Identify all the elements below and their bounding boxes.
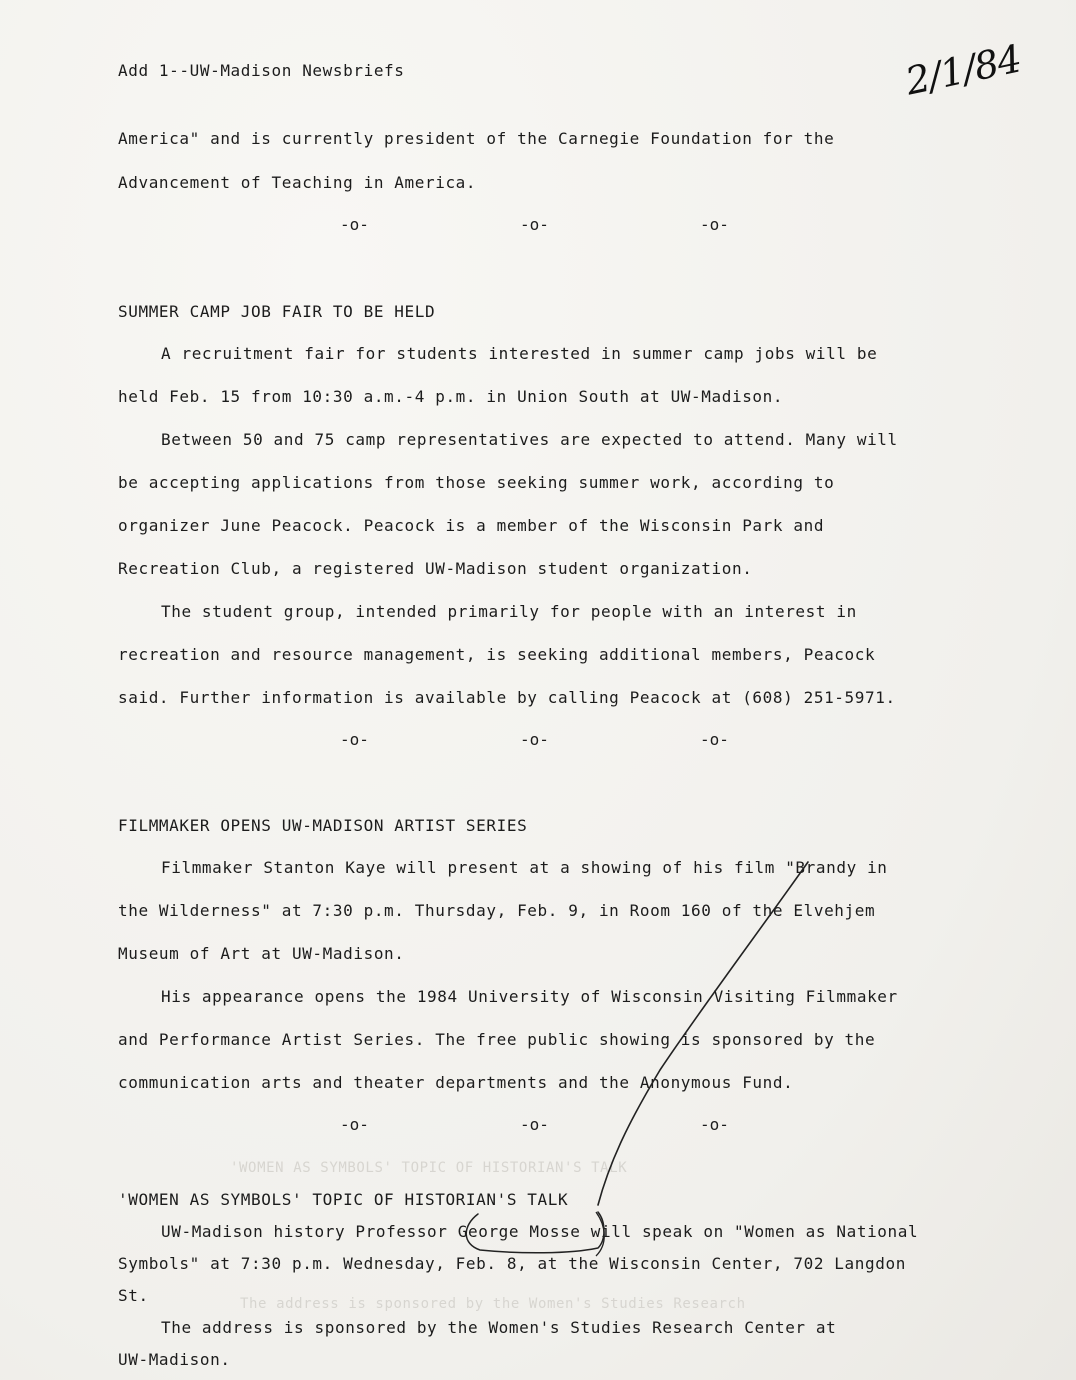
body-line: Symbols" at 7:30 p.m. Wednesday, Feb. 8, at the Wisconsin Center, 702 Langdon xyxy=(118,1254,906,1273)
separator: -o- xyxy=(700,215,729,234)
separator: -o- xyxy=(340,730,369,749)
section-heading: SUMMER CAMP JOB FAIR TO BE HELD xyxy=(118,302,436,321)
separator: -o- xyxy=(340,215,369,234)
body-line: Filmmaker Stanton Kaye will present at a showing of his film "Brandy in xyxy=(161,858,888,877)
body-line: Between 50 and 75 camp representatives are expected to attend. Many will xyxy=(161,430,898,449)
body-line: The address is sponsored by the Women's Studies Research Center at xyxy=(161,1318,837,1337)
handwritten-date: 2/1/84 xyxy=(901,36,1025,104)
separator: -o- xyxy=(700,1115,729,1134)
separator: -o- xyxy=(340,1115,369,1134)
body-line: said. Further information is available by calling Peacock at (608) 251-5971. xyxy=(118,688,896,707)
bleed-through-text: The address is sponsored by the Women's Studies Research xyxy=(240,1296,746,1312)
body-line: UW-Madison history Professor George Mosse will speak on "Women as National xyxy=(161,1222,919,1241)
body-line: A recruitment fair for students interested in summer camp jobs will be xyxy=(161,344,878,363)
body-line: St. xyxy=(118,1286,149,1305)
section-heading: FILMMAKER OPENS UW-MADISON ARTIST SERIES xyxy=(118,816,528,835)
body-line: Recreation Club, a registered UW-Madison student organization. xyxy=(118,559,753,578)
section-heading: 'WOMEN AS SYMBOLS' TOPIC OF HISTORIAN'S TALK xyxy=(118,1190,569,1209)
body-line: Museum of Art at UW-Madison. xyxy=(118,944,405,963)
body-line: His appearance opens the 1984 University of Wisconsin Visiting Filmmaker xyxy=(161,987,898,1006)
separator: -o- xyxy=(520,730,549,749)
body-line: recreation and resource management, is seeking additional members, Peacock xyxy=(118,645,876,664)
separator: -o- xyxy=(520,215,549,234)
intro-line: Advancement of Teaching in America. xyxy=(118,173,477,192)
separator: -o- xyxy=(520,1115,549,1134)
body-line: held Feb. 15 from 10:30 a.m.-4 p.m. in Union South at UW-Madison. xyxy=(118,387,784,406)
body-line: The student group, intended primarily for people with an interest in xyxy=(161,602,857,621)
body-line: and Performance Artist Series. The free public showing is sponsored by the xyxy=(118,1030,876,1049)
body-line: organizer June Peacock. Peacock is a member of the Wisconsin Park and xyxy=(118,516,825,535)
intro-line: America" and is currently president of the Carnegie Foundation for the xyxy=(118,129,835,148)
body-line: UW-Madison. xyxy=(118,1350,231,1369)
body-line: be accepting applications from those seeking summer work, according to xyxy=(118,473,835,492)
body-line: the Wilderness" at 7:30 p.m. Thursday, Feb. 9, in Room 160 of the Elvehjem xyxy=(118,901,876,920)
body-line: communication arts and theater departments and the Anonymous Fund. xyxy=(118,1073,794,1092)
bleed-through-text: 'WOMEN AS SYMBOLS' TOPIC OF HISTORIAN'S TALK xyxy=(230,1160,628,1176)
page-header: Add 1--UW-Madison Newsbriefs xyxy=(118,61,405,80)
separator: -o- xyxy=(700,730,729,749)
